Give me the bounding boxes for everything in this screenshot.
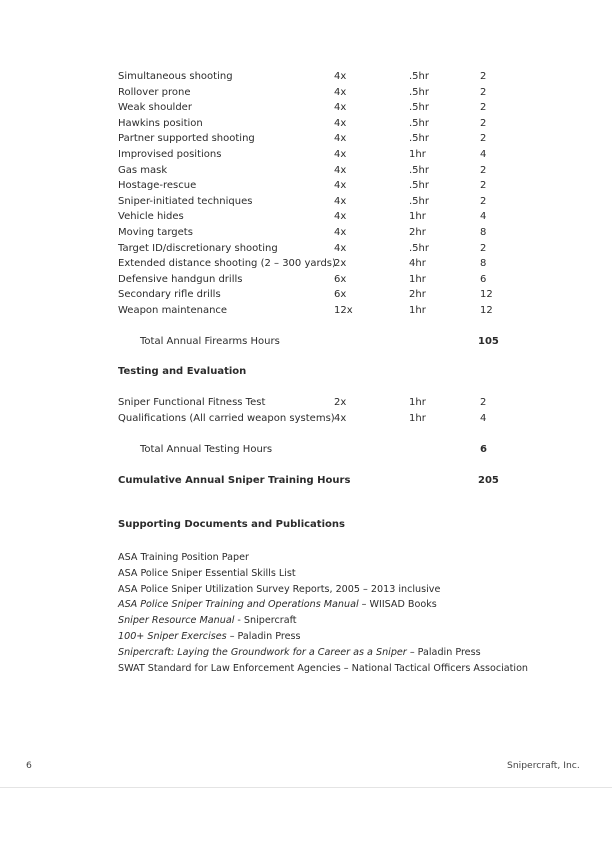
supporting-heading: Supporting Documents and Publications <box>118 519 345 530</box>
training-name: Secondary rifle drills <box>118 289 221 301</box>
testing-row-name: Qualifications (All carried weapon systems) <box>118 413 335 424</box>
training-name: Sniper-initiated techniques <box>118 195 253 207</box>
publications-list <box>118 550 558 676</box>
training-duration: 4hr <box>409 258 426 270</box>
training-frequency: 2x <box>334 258 347 270</box>
training-frequency: 4x <box>334 164 347 176</box>
publication-item <box>118 629 558 645</box>
training-frequency: 4x <box>334 102 347 114</box>
training-hours: 6 <box>480 273 487 285</box>
publication-item <box>118 645 558 661</box>
training-hours: 8 <box>480 258 487 270</box>
training-name: Gas mask <box>118 164 168 176</box>
publication-item: ASA Police Sniper Essential Skills List <box>118 567 296 579</box>
testing-row-freq: 2x <box>334 397 347 408</box>
training-duration: .5hr <box>409 195 429 207</box>
testing-row-duration: 1hr <box>409 397 426 408</box>
training-row <box>118 303 518 319</box>
firearms-total-label: Total Annual Firearms Hours <box>140 336 280 347</box>
training-name: Rollover prone <box>118 86 191 98</box>
testing-row-hours: 2 <box>480 397 487 408</box>
testing-row-name: Sniper Functional Fitness Test <box>118 397 266 408</box>
footer-company: Snipercraft, Inc. <box>507 760 580 771</box>
training-row <box>118 194 518 210</box>
training-duration: .5hr <box>409 117 429 129</box>
training-name: Moving targets <box>118 226 193 238</box>
training-row <box>118 131 518 147</box>
training-hours: 2 <box>480 195 487 207</box>
scan-divider <box>0 787 612 788</box>
training-name: Defensive handgun drills <box>118 273 243 285</box>
publication-title: 100+ Sniper Exercises <box>118 630 227 642</box>
publication-item <box>118 597 558 613</box>
training-hours: 4 <box>480 211 487 223</box>
training-duration: .5hr <box>409 242 429 254</box>
cumulative-value: 205 <box>478 475 499 486</box>
publication-item: ASA Police Sniper Utilization Survey Reports, 2005 – 2013 inclusive <box>118 583 441 595</box>
training-row <box>118 287 518 303</box>
training-row <box>118 209 518 225</box>
training-name: Improvised positions <box>118 148 222 160</box>
training-name: Hostage-rescue <box>118 180 197 192</box>
training-duration: .5hr <box>409 71 429 82</box>
training-duration: .5hr <box>409 86 429 98</box>
training-name: Extended distance shooting (2 – 300 yards) <box>118 258 336 270</box>
training-frequency: 6x <box>334 289 347 301</box>
publication-item <box>118 613 558 629</box>
training-duration: .5hr <box>409 180 429 192</box>
training-frequency: 6x <box>334 273 347 285</box>
testing-row-freq: 4x <box>334 413 347 424</box>
training-name: Target ID/discretionary shooting <box>118 242 278 254</box>
training-hours: 12 <box>480 289 493 301</box>
publication-publisher: – Paladin Press <box>406 646 481 658</box>
training-frequency: 4x <box>334 71 347 82</box>
publication-publisher: - Snipercraft <box>234 615 297 627</box>
training-duration: 1hr <box>409 148 426 160</box>
training-hours: 2 <box>480 71 487 82</box>
training-row <box>118 116 518 132</box>
training-hours: 2 <box>480 242 487 254</box>
training-frequency: 4x <box>334 211 347 223</box>
training-frequency: 4x <box>334 226 347 238</box>
training-duration: 1hr <box>409 211 426 223</box>
training-hours: 2 <box>480 86 487 98</box>
training-hours: 4 <box>480 148 487 160</box>
publication-title: Snipercraft: Laying the Groundwork for a Career as a Sniper <box>118 646 407 658</box>
training-duration: 2hr <box>409 289 426 301</box>
training-hours: 2 <box>480 102 487 114</box>
publication-publisher: – Paladin Press <box>226 630 301 642</box>
training-name: Hawkins position <box>118 117 203 129</box>
testing-total-value: 6 <box>480 444 487 455</box>
training-hours: 2 <box>480 164 487 176</box>
training-name: Partner supported shooting <box>118 133 255 145</box>
training-frequency: 4x <box>334 180 347 192</box>
training-duration: 2hr <box>409 226 426 238</box>
publication-item: SWAT Standard for Law Enforcement Agencies – National Tactical Officers Association <box>118 662 529 674</box>
training-frequency: 12x <box>334 304 353 316</box>
testing-heading: Testing and Evaluation <box>118 366 247 377</box>
training-name: Weapon maintenance <box>118 304 228 316</box>
training-name: Vehicle hides <box>118 211 184 223</box>
publication-title: Sniper Resource Manual <box>118 615 235 627</box>
training-table <box>118 69 518 319</box>
page-number: 6 <box>26 760 32 771</box>
testing-row-duration: 1hr <box>409 413 426 424</box>
training-row <box>118 147 518 163</box>
training-frequency: 4x <box>334 117 347 129</box>
training-frequency: 4x <box>334 195 347 207</box>
training-frequency: 4x <box>334 242 347 254</box>
training-name: Weak shoulder <box>118 102 192 114</box>
training-frequency: 4x <box>334 86 347 98</box>
publication-title: ASA Police Sniper Training and Operations Manual <box>118 599 359 611</box>
training-duration: .5hr <box>409 133 429 145</box>
training-frequency: 4x <box>334 133 347 145</box>
training-row <box>118 178 518 194</box>
training-duration: .5hr <box>409 102 429 114</box>
publication-publisher: – WIISAD Books <box>358 599 437 611</box>
training-hours: 2 <box>480 133 487 145</box>
publication-item: ASA Training Position Paper <box>118 552 249 563</box>
training-row <box>118 85 518 101</box>
training-row <box>118 241 518 257</box>
training-duration: 1hr <box>409 304 426 316</box>
training-row <box>118 163 518 179</box>
training-row <box>118 100 518 116</box>
training-hours: 2 <box>480 117 487 129</box>
testing-total-label: Total Annual Testing Hours <box>140 444 273 455</box>
training-frequency: 4x <box>334 148 347 160</box>
training-row <box>118 272 518 288</box>
training-row <box>118 69 518 85</box>
training-hours: 8 <box>480 226 487 238</box>
training-duration: .5hr <box>409 164 429 176</box>
training-hours: 2 <box>480 180 487 192</box>
training-row <box>118 225 518 241</box>
training-hours: 12 <box>480 304 493 316</box>
firearms-total-value: 105 <box>478 336 499 347</box>
testing-row-hours: 4 <box>480 413 487 424</box>
training-row <box>118 256 518 272</box>
training-name: Simultaneous shooting <box>118 71 233 82</box>
cumulative-label: Cumulative Annual Sniper Training Hours <box>118 475 351 486</box>
training-duration: 1hr <box>409 273 426 285</box>
